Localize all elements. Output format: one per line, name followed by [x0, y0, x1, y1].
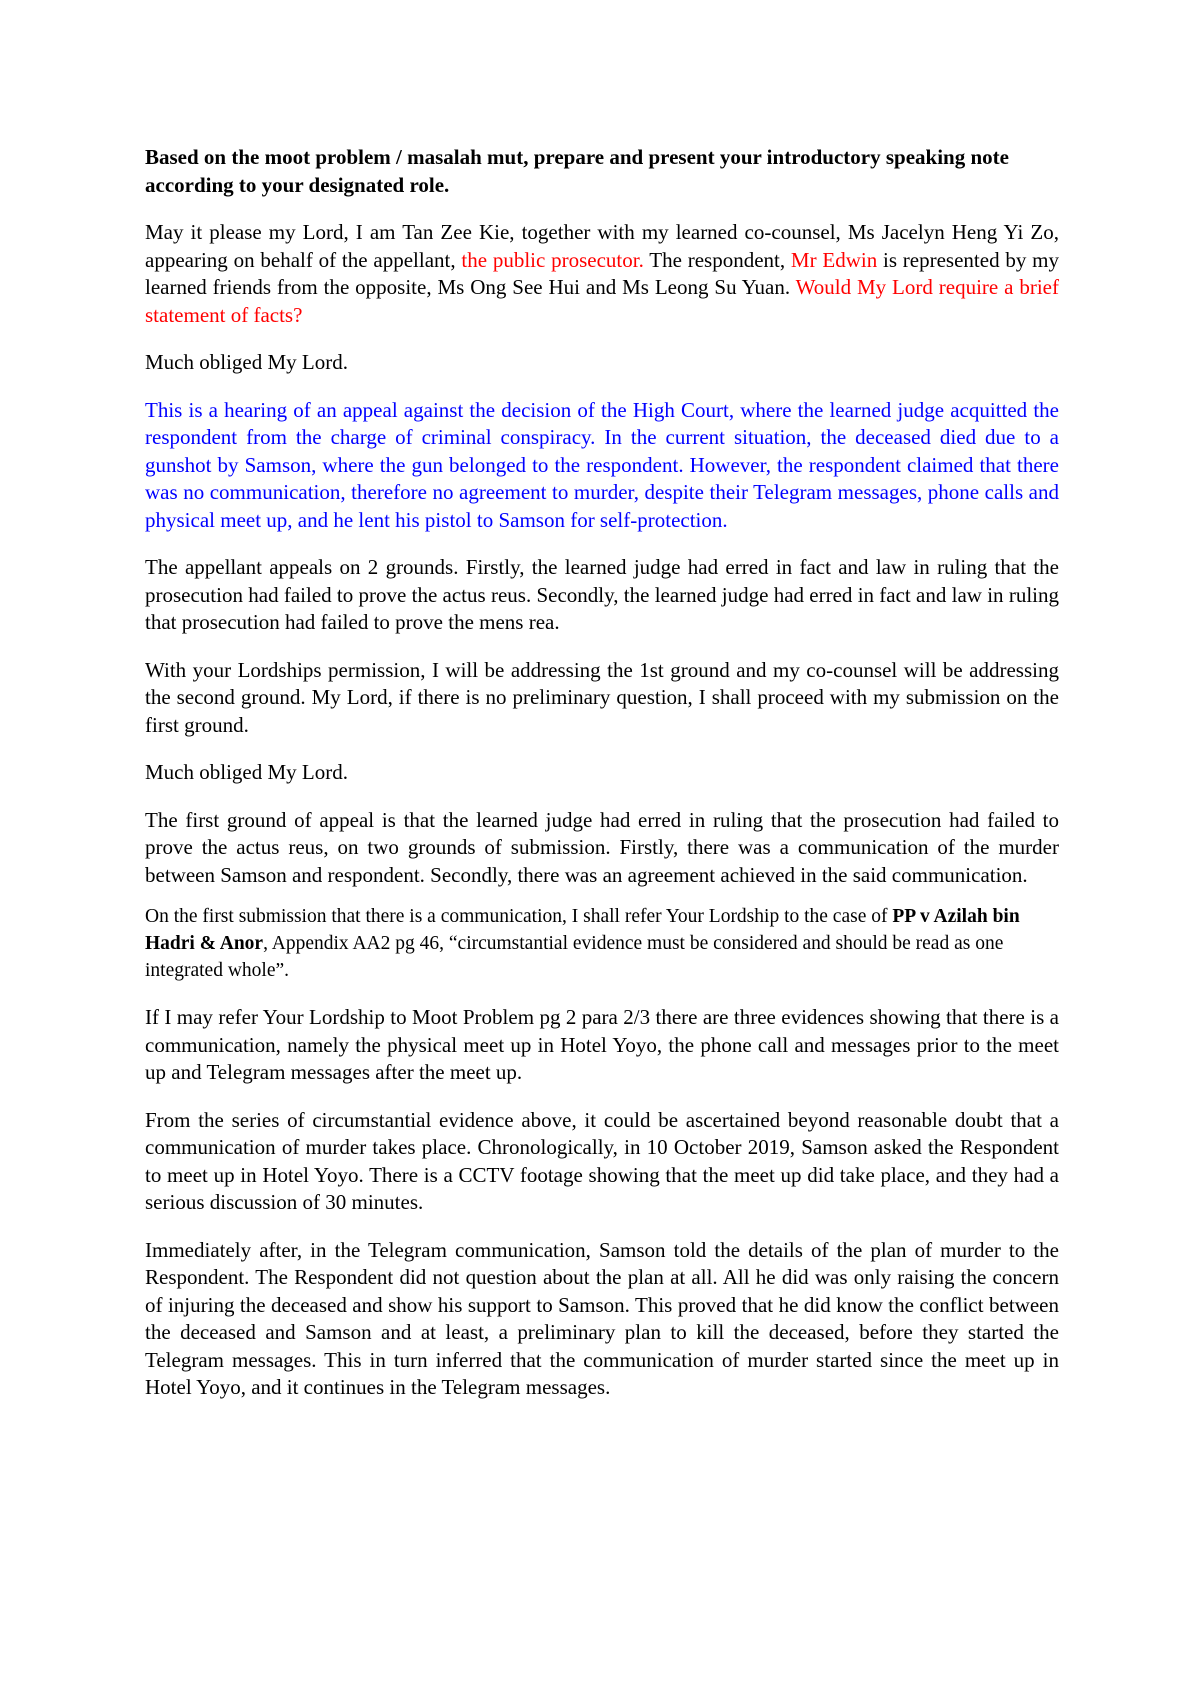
intro-text-2: The respondent,: [643, 247, 791, 272]
intro-text-1: May it please my Lord, I am Tan Zee Kie, together with my learned co-counsel, Ms Jacelyn Heng Yi Zo, appearing on behalf of the appellant,: [145, 220, 1059, 272]
first-submission-paragraph: [145, 903, 1059, 984]
intro-text-3: is represented by my learned friends from the opposite, Ms Ong See Hui and Ms Leong Su Yuan.: [145, 247, 1059, 299]
much-obliged-2: Much obliged My Lord.: [145, 760, 348, 784]
document-body: [145, 144, 1059, 1422]
case-citation: PP v Azilah bin Hadri & Anor: [145, 906, 1020, 954]
first-ground-paragraph: The first ground of appeal is that the learned judge had erred in ruling that the prosecution had failed to prove the actus reus, on two grounds of submission. Firstly, there was a communication of the murder between Samson and respondent. Secondly, there was an agreement achieved in the said communication.: [145, 807, 1059, 887]
statement-of-facts: This is a hearing of an appeal against the decision of the High Court, where the learned judge acquitted the respondent from the charge of criminal conspiracy. In the current situation, the deceased died due to a gunshot by Samson, where the gun belonged to the respondent. However, the respondent claimed that there was no communication, therefore no agreement to murder, despite their Telegram messages, phone calls and physical meet up, and he lent his pistol to Samson for self-protection.: [145, 397, 1059, 532]
submission-text-1: On the first submission that there is a communication, I shall refer Your Lordship to the case of: [145, 906, 893, 927]
intro-paragraph: [145, 219, 1059, 329]
respondent-name: Mr Edwin: [790, 247, 878, 272]
grounds-of-appeal: The appellant appeals on 2 grounds. Firstly, the learned judge had erred in fact and law in ruling that the prosecution had failed to prove the actus reus. Secondly, the learned judge had erred in fact and law in ruling that prosecution had failed to prove the mens rea.: [145, 555, 1059, 634]
lordship-permission: With your Lordships permission, I will be addressing the 1st ground and my co-counsel will be addressing the second ground. My Lord, if there is no preliminary question, I shall proceed with my submission on the first ground.: [145, 657, 1059, 737]
statement-of-facts-question: Would My Lord require a brief statement of facts?: [145, 275, 1059, 327]
much-obliged-1: Much obliged My Lord.: [145, 350, 348, 374]
submission-text-2: , Appendix AA2 pg 46, “circumstantial evidence must be considered and should be read as one integrated whole”.: [145, 933, 1004, 981]
telegram-communication-paragraph: Immediately after, in the Telegram communication, Samson told the details of the plan of murder to the Respondent. The Respondent did not question about the plan at all. All he did was only raising the concern of injuring the deceased and show his support to Samson. This proved that he did know the conflict between the deceased and Samson and at least, a preliminary plan to kill the deceased, before they started the Telegram messages. This in turn inferred that the communication of murder started since the meet up in Hotel Yoyo, and it continues in the Telegram messages.: [145, 1237, 1059, 1399]
moot-problem-reference: If I may refer Your Lordship to Moot Problem pg 2 para 2/3 there are three evidences showing that there is a communication, namely the physical meet up in Hotel Yoyo, the phone call and messages prior to the meet up and Telegram messages after the meet up.: [145, 1005, 1059, 1084]
appellant-name: the public prosecutor.: [461, 247, 644, 272]
circumstantial-evidence-paragraph: From the series of circumstantial evidence above, it could be ascertained beyond reasonable doubt that a communication of murder takes place. Chronologically, in 10 October 2019, Samson asked the Respondent to meet up in Hotel Yoyo. There is a CCTV footage showing that the meet up did take place, and they had a serious discussion of 30 minutes.: [145, 1107, 1059, 1214]
instruction-heading: Based on the moot problem / masalah mut, prepare and present your introductory speaking note according to your designated role.: [145, 145, 1009, 197]
